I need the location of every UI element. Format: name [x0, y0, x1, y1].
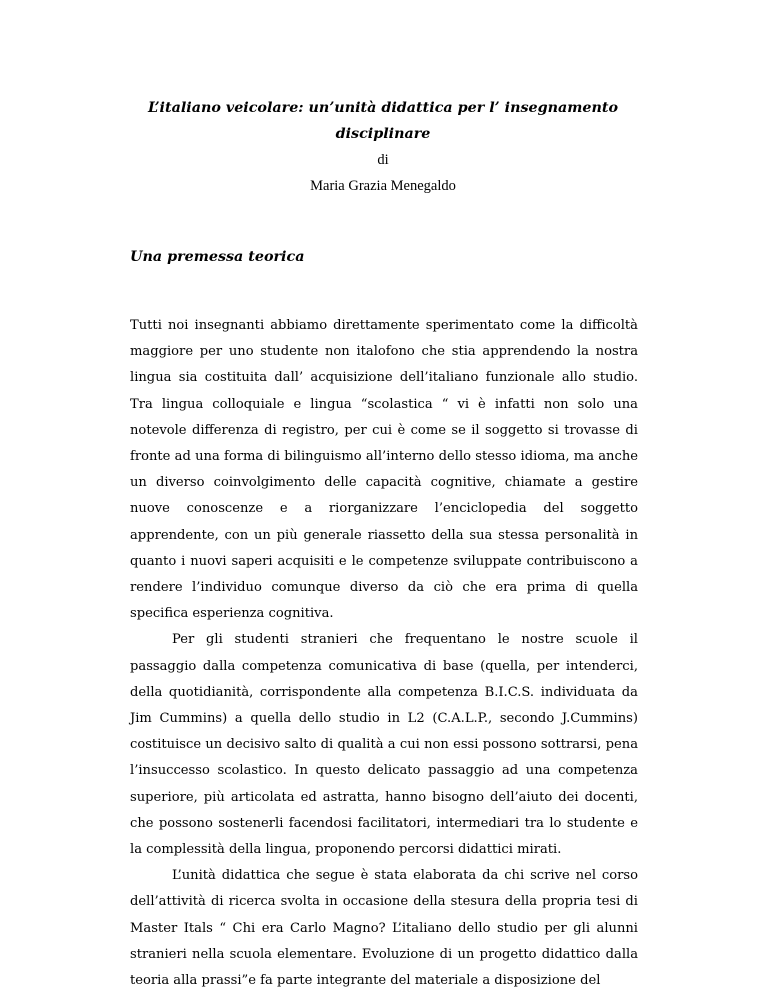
document-title-line-2: disciplinare	[335, 126, 431, 142]
body-text	[130, 313, 638, 994]
title-block	[100, 95, 666, 199]
document-title-line-1: L’italiano veicolare: un’unità didattica per l’ insegnamento	[147, 100, 619, 116]
paragraph-2: Per gli studenti stranieri che frequentano le nostre scuole il passaggio dalla competenza comunicativa di base (quella, per intenderci, della quotidianità, corrispondente alla competenza B.I.C.S. individuata da Jim Cummins) a quella dello studio in L2 (C.A.L.P., secondo J.Cummins) costituisce un decisivo salto di qualità a cui non essi possono sottrarsi, pena l’insuccesso scolastico. In questo delicato passaggio ad una competenza superiore, più articolata ed astratta, hanno bisogno dell’aiuto dei docenti, che possono sostenerli facendosi facilitatori, intermediari tra lo studente e la complessità della lingua, proponendo percorsi didattici mirati.	[130, 632, 638, 858]
byline-di: di	[377, 152, 389, 168]
paragraph-3: L’unità didattica che segue è stata elaborata da chi scrive nel corso dell’attività di ricerca svolta in occasione della stesura della propria tesi di Master Itals “ Chi era Carlo Magno? L’italiano dello studio per gli alunni stranieri nella scuola elementare. Evoluzione di un progetto didattico dalla teoria alla prassi”e fa parte integrante del materiale a disposizione del	[130, 868, 638, 989]
paragraph-1: Tutti noi insegnanti abbiamo direttamente sperimentato come la difficoltà maggiore per uno studente non italofono che stia apprendendo la nostra lingua sia costituita dall’ acquisizione dell’italiano funzionale allo studio. Tra lingua colloquiale e lingua “scolastica “ vi è infatti non solo una notevole differenza di registro, per cui è come se il soggetto si trovasse di fronte ad una forma di bilinguismo all’interno dello stesso idioma, ma anche un diverso coinvolgimento delle capacità cognitive, chiamate a gestire nuove conoscenze e a riorganizzare l’enciclopedia del soggetto apprendente, con un più generale riassetto della sua stessa personalità in quanto i nuovi saperi acquisiti e le competenze sviluppate contribuiscono a rendere l’individuo comunque diverso da ciò che era prima di quella specifica esperienza cognitiva.	[130, 318, 638, 622]
author-name: Maria Grazia Menegaldo	[310, 178, 456, 194]
section-heading: Una premessa teorica	[130, 249, 305, 265]
